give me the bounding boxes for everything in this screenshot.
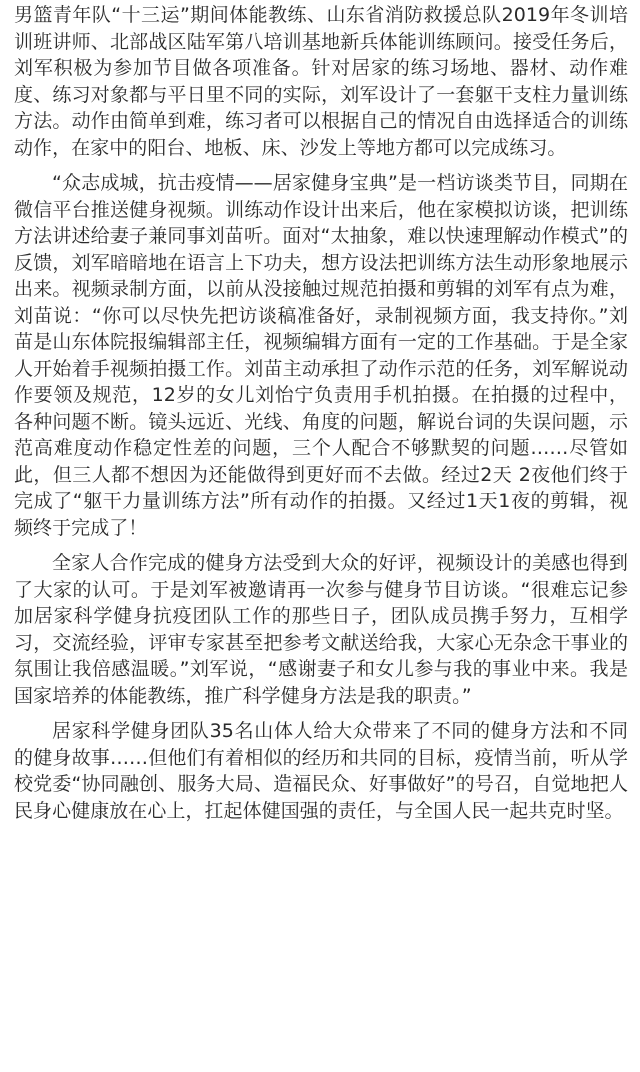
article-paragraph-4: 居家科学健身团队35名山体人给大众带来了不同的健身方法和不同的健身故事……但他们有着相似的经历和共同的目标，疫情当前，听从学校党委“协同融创、服务大局、造福民众、好事做好”的号召，自觉地把人民身心健康放在心上，扛起体健国强的责任，与全国人民一起共克时坚。 — [14, 720, 628, 822]
article-paragraph-2: “众志成城，抗击疫情——居家健身宝典”是一档访谈类节目，同期在微信平台推送健身视频。训练动作设计出来后，他在家模拟访谈，把训练方法讲述给妻子兼同事刘苗听。面对“太抽象，难以快速理解动作模式”的反馈，刘军暗暗地在语言上下功夫，想方设法把训练方法生动形象地展示出来。视频录制方面，以前从没接触过规范拍摄和剪辑的刘军有点为难，刘苗说：“你可以尽快先把访谈稿准备好，录制视频方面，我支持你。”刘苗是山东体院报编辑部主任，视频编辑方面有一定的工作基础。于是全家人开始着手视频拍摄工作。刘苗主动承担了动作示范的任务，刘军解说动作要领及规范，12岁的女儿刘怡宁负责用手机拍摄。在拍摄的过程中，各种问题不断。镜头远近、光线、角度的问题，解说台词的失误问题，示范高难度动作稳定性差的问题，三个人配合不够默契的问题……尽管如此，但三人都不想因为还能做得到更好而不去做。经过2天 2夜他们终于完成了“躯干力量训练方法”所有动作的拍摄。又经过1天1夜的剪辑，视频终于完成了！ — [14, 172, 628, 539]
article-paragraph-1: 男篮青年队“十三运”期间体能教练、山东省消防救援总队2019年冬训培训班讲师、北部战区陆军第八培训基地新兵体能训练顾问。接受任务后，刘军积极为参加节目做各项准备。针对居家的练习场地、器材、动作难度、练习对象都与平日里不同的实际，刘军设计了一套躯干支柱力量训练方法。动作由简单到难，练习者可以根据自己的情况自由选择适合的训练动作，在家中的阳台、地板、床、沙发上等地方都可以完成练习。 — [14, 4, 628, 159]
article-paragraph-3: 全家人合作完成的健身方法受到大众的好评，视频设计的美感也得到了大家的认可。于是刘军被邀请再一次参与健身节目访谈。“很难忘记参加居家科学健身抗疫团队工作的那些日子，团队成员携手努力，互相学习，交流经验，评审专家甚至把参考文献送给我，大家心无杂念干事业的氛围让我倍感温暖。”刘军说，“感谢妻子和女儿参与我的事业中来。我是国家培养的体能教练，推广科学健身方法是我的职责。” — [14, 552, 628, 707]
